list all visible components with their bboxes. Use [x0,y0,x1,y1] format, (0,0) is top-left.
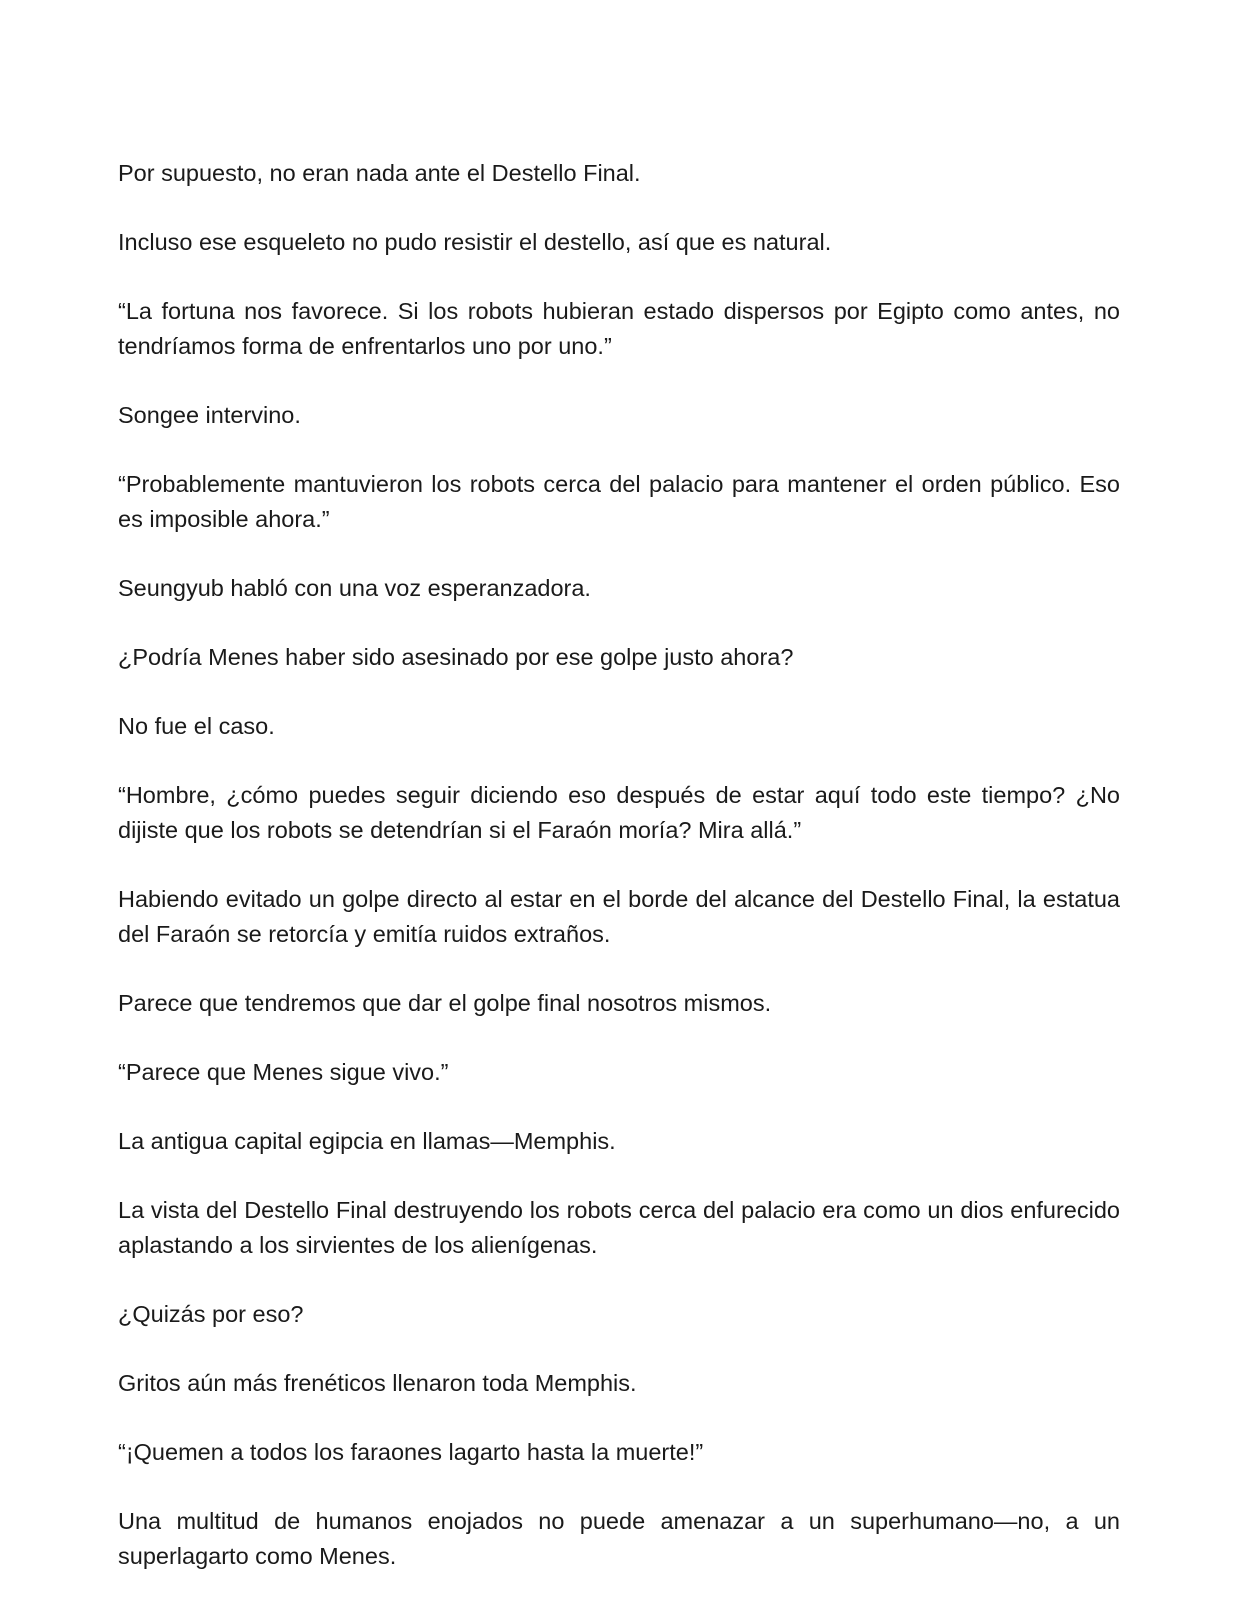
paragraph: Gritos aún más frenéticos llenaron toda Memphis. [118,1370,637,1396]
paragraph: La antigua capital egipcia en llamas—Memphis. [118,1128,616,1154]
paragraph: Una multitud de humanos enojados no puede amenazar a un superhumano—no, a un superlagarto como Menes. [118,1508,1120,1569]
paragraph: Songee intervino. [118,402,301,428]
paragraph: Habiendo evitado un golpe directo al estar en el borde del alcance del Destello Final, la estatua del Faraón se retorcía y emitía ruidos extraños. [118,886,1120,947]
paragraph: “Parece que Menes sigue vivo.” [118,1059,449,1085]
paragraph: Seungyub habló con una voz esperanzadora. [118,575,591,601]
paragraph: “Probablemente mantuvieron los robots cerca del palacio para mantener el orden público. Eso es imposible ahora.” [118,471,1120,532]
paragraph: “La fortuna nos favorece. Si los robots hubieran estado dispersos por Egipto como antes, no tendríamos forma de enfrentarlos uno por uno.” [118,298,1120,359]
paragraph: Incluso ese esqueleto no pudo resistir el destello, así que es natural. [118,229,832,255]
paragraph: ¿Podría Menes haber sido asesinado por ese golpe justo ahora? [118,644,794,670]
paragraph: “Hombre, ¿cómo puedes seguir diciendo eso después de estar aquí todo este tiempo? ¿No dijiste que los robots se detendrían si el Faraón moría? Mira allá.” [118,782,1120,843]
paragraph: “¡Quemen a todos los faraones lagarto hasta la muerte!” [118,1439,704,1465]
paragraph: Por supuesto, no eran nada ante el Destello Final. [118,160,641,186]
paragraph: No fue el caso. [118,713,275,739]
paragraph: Parece que tendremos que dar el golpe final nosotros mismos. [118,990,772,1016]
paragraph: La vista del Destello Final destruyendo los robots cerca del palacio era como un dios enfurecido aplastando a los sirvientes de los alienígenas. [118,1197,1120,1258]
paragraph: ¿Quizás por eso? [118,1301,304,1327]
document-body [118,156,1120,1608]
